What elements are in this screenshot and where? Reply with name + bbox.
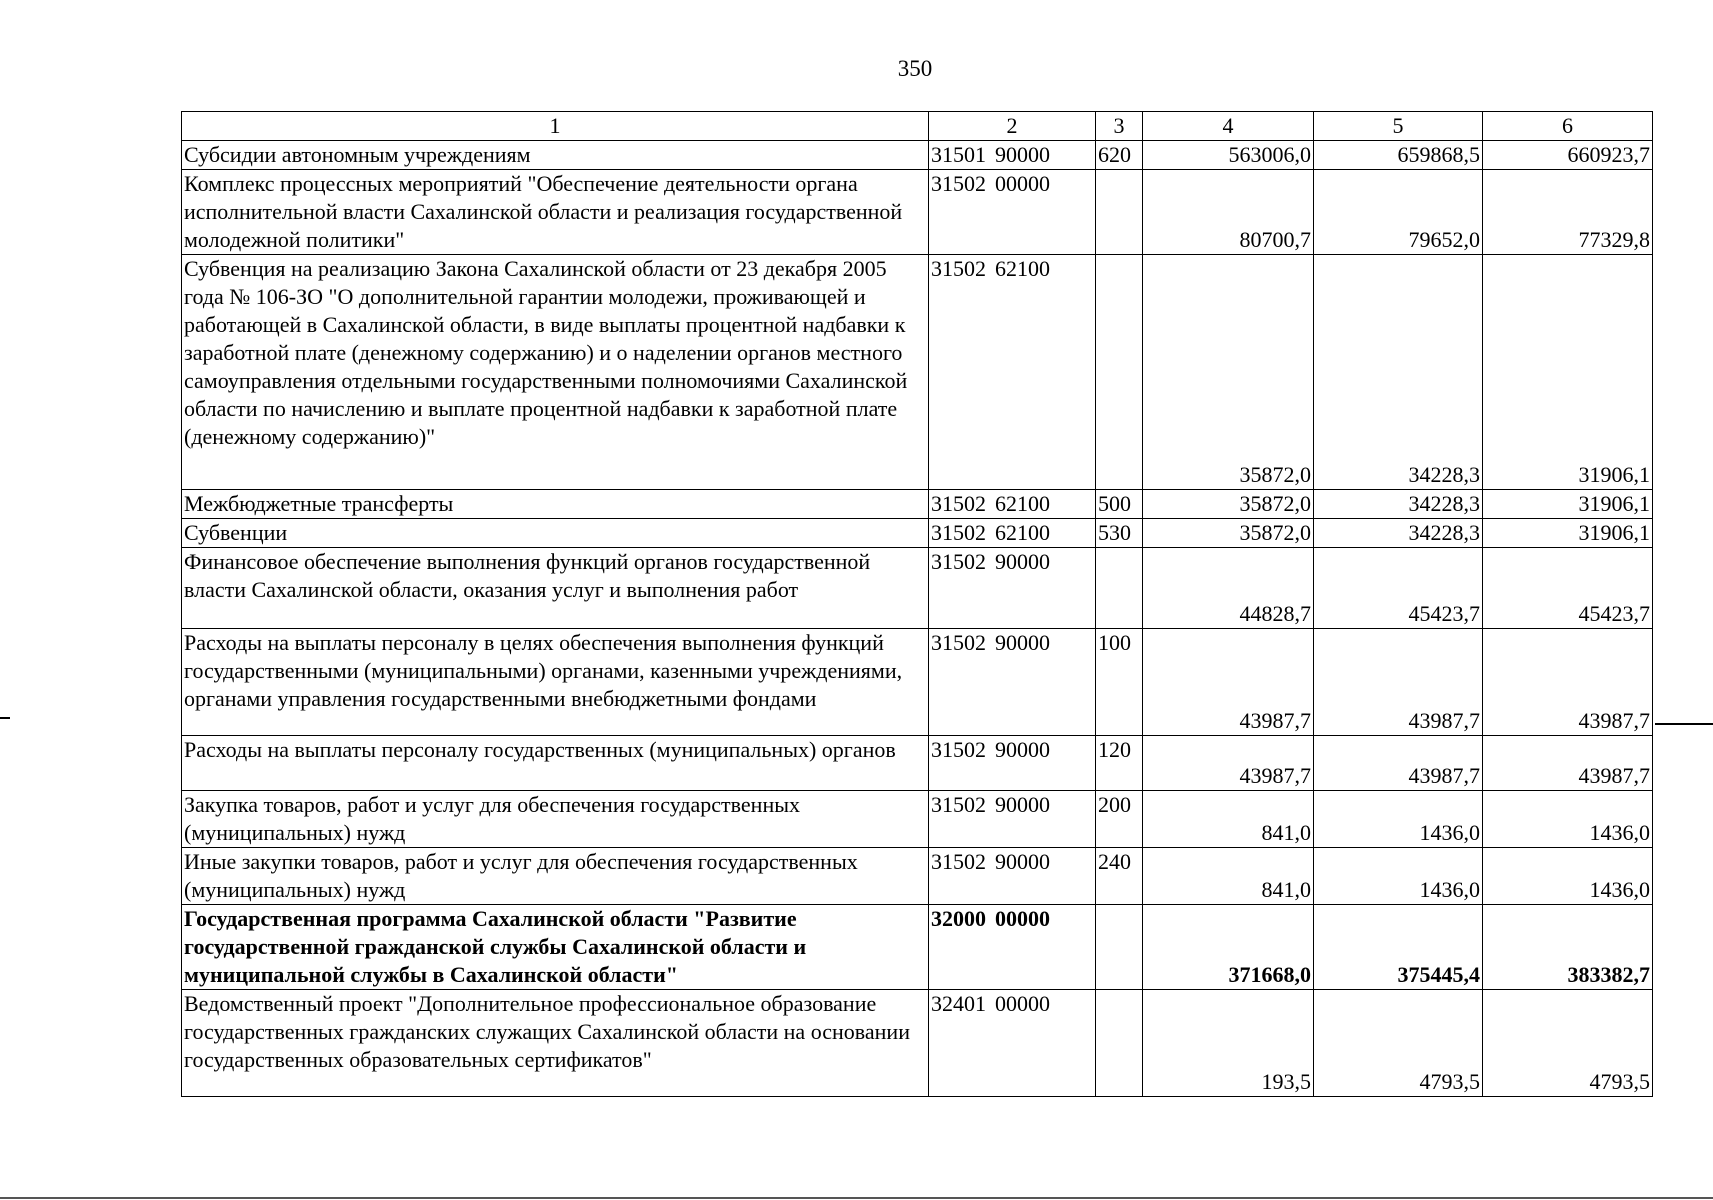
program-code: 31502 [931,737,986,762]
value-col4-cell: 371668,0 [1143,905,1314,990]
row-code-cell [929,141,1096,170]
table-row [182,255,1653,490]
value-col4-cell: 563006,0 [1143,141,1314,170]
value-col5-cell: 1436,0 [1314,848,1483,905]
direction-code: 90000 [995,849,1050,874]
table-header-row [182,112,1653,141]
value-col6-cell: 660923,7 [1483,141,1653,170]
header-cell: 2 [929,112,1096,141]
header-cell: 4 [1143,112,1314,141]
row-code-cell [929,736,1096,791]
program-code: 31502 [931,549,986,574]
scan-bottom-rule [0,1197,1713,1199]
expense-type-cell [1096,905,1143,990]
value-col4-cell: 35872,0 [1143,490,1314,519]
row-name-cell: Финансовое обеспечение выполнения функций органов государственной власти Сахалинской области, оказания услуг и выполнения работ [182,548,929,629]
value-col6-cell: 43987,7 [1483,736,1653,791]
program-code: 31502 [931,520,986,545]
table-row [182,736,1653,791]
value-col5-cell: 43987,7 [1314,736,1483,791]
row-code-cell [929,548,1096,629]
value-col4-cell: 35872,0 [1143,255,1314,490]
value-col6-cell: 383382,7 [1483,905,1653,990]
direction-code: 62100 [995,520,1050,545]
table-row [182,519,1653,548]
row-name-cell: Государственная программа Сахалинской области "Развитие государственной гражданской службы Сахалинской области и муниципальной службы в Сахалинской области" [182,905,929,990]
value-col6-cell: 43987,7 [1483,629,1653,736]
value-col5-cell: 4793,5 [1314,990,1483,1097]
value-col5-cell: 79652,0 [1314,170,1483,255]
value-col5-cell: 34228,3 [1314,519,1483,548]
value-col6-cell: 45423,7 [1483,548,1653,629]
expense-type-cell: 200 [1096,791,1143,848]
value-col5-cell: 34228,3 [1314,255,1483,490]
table-row [182,791,1653,848]
program-code: 31502 [931,256,986,281]
value-col5-cell: 34228,3 [1314,490,1483,519]
expense-type-cell: 100 [1096,629,1143,736]
expense-type-cell: 120 [1096,736,1143,791]
value-col6-cell: 1436,0 [1483,791,1653,848]
value-col4-cell: 43987,7 [1143,736,1314,791]
row-code-cell [929,170,1096,255]
program-code: 31502 [931,491,986,516]
table-row [182,170,1653,255]
value-col4-cell: 43987,7 [1143,629,1314,736]
table-row [182,990,1653,1097]
table-row [182,548,1653,629]
row-name-cell: Расходы на выплаты персоналу государственных (муниципальных) органов [182,736,929,791]
row-name-cell: Субвенции [182,519,929,548]
row-name-cell: Межбюджетные трансферты [182,490,929,519]
header-cell: 3 [1096,112,1143,141]
direction-code: 62100 [995,491,1050,516]
table-row [182,141,1653,170]
program-code: 31502 [931,171,986,196]
row-code-cell [929,791,1096,848]
row-name-cell: Комплекс процессных мероприятий "Обеспечение деятельности органа исполнительной власти Сахалинской области и реализация государственной молодежной политики" [182,170,929,255]
value-col4-cell: 44828,7 [1143,548,1314,629]
value-col6-cell: 31906,1 [1483,519,1653,548]
value-col5-cell: 45423,7 [1314,548,1483,629]
expense-type-cell [1096,990,1143,1097]
budget-table [181,111,1653,1097]
program-code: 31501 [931,142,986,167]
program-code: 31502 [931,849,986,874]
budget-table-body [182,112,1653,1097]
row-name-cell: Ведомственный проект "Дополнительное профессиональное образование государственных гражданских служащих Сахалинской области на основании государственных образовательных сертификатов" [182,990,929,1097]
table-row [182,490,1653,519]
page-number: 350 [897,56,933,81]
direction-code: 90000 [995,549,1050,574]
value-col4-cell: 80700,7 [1143,170,1314,255]
row-code-cell [929,905,1096,990]
direction-code: 90000 [995,630,1050,655]
row-code-cell [929,490,1096,519]
direction-code: 00000 [995,171,1050,196]
value-col5-cell: 43987,7 [1314,629,1483,736]
direction-code: 90000 [995,792,1050,817]
program-code: 31502 [931,630,986,655]
direction-code: 62100 [995,256,1050,281]
row-name-cell: Закупка товаров, работ и услуг для обеспечения государственных (муниципальных) нужд [182,791,929,848]
row-name-cell: Субвенция на реализацию Закона Сахалинской области от 23 декабря 2005 года № 106-ЗО "О дополнительной гарантии молодежи, проживающей и работающей в Сахалинской области, в виде выплаты процентной надбавки к заработной плате (денежному содержанию) и о наделении органов местного самоуправления отдельными государственными полномочиями Сахалинской области по начислению и выплате процентной надбавки к заработной плате (денежному содержанию)" [182,255,929,490]
scan-mark-right [1655,723,1713,725]
value-col5-cell: 375445,4 [1314,905,1483,990]
direction-code: 00000 [995,991,1050,1016]
row-code-cell [929,519,1096,548]
value-col4-cell: 841,0 [1143,791,1314,848]
direction-code: 00000 [995,906,1050,931]
direction-code: 90000 [995,142,1050,167]
table-row [182,905,1653,990]
expense-type-cell [1096,255,1143,490]
value-col5-cell: 659868,5 [1314,141,1483,170]
value-col4-cell: 35872,0 [1143,519,1314,548]
table-row [182,848,1653,905]
value-col6-cell: 4793,5 [1483,990,1653,1097]
expense-type-cell: 240 [1096,848,1143,905]
value-col5-cell: 1436,0 [1314,791,1483,848]
row-code-cell [929,255,1096,490]
row-code-cell [929,629,1096,736]
row-code-cell [929,848,1096,905]
row-name-cell: Субсидии автономным учреждениям [182,141,929,170]
header-cell: 6 [1483,112,1653,141]
value-col6-cell: 31906,1 [1483,490,1653,519]
value-col6-cell: 1436,0 [1483,848,1653,905]
expense-type-cell: 500 [1096,490,1143,519]
direction-code: 90000 [995,737,1050,762]
value-col4-cell: 841,0 [1143,848,1314,905]
scan-mark-left [0,717,10,719]
header-cell: 1 [182,112,929,141]
table-row [182,629,1653,736]
value-col6-cell: 31906,1 [1483,255,1653,490]
program-code: 32401 [931,991,986,1016]
header-cell: 5 [1314,112,1483,141]
expense-type-cell [1096,548,1143,629]
expense-type-cell: 530 [1096,519,1143,548]
expense-type-cell: 620 [1096,141,1143,170]
row-name-cell: Иные закупки товаров, работ и услуг для обеспечения государственных (муниципальных) нужд [182,848,929,905]
program-code: 31502 [931,792,986,817]
row-code-cell [929,990,1096,1097]
row-name-cell: Расходы на выплаты персоналу в целях обеспечения выполнения функций государственными (муниципальными) органами, казенными учреждениями, органами управления государственными внебюджетными фондами [182,629,929,736]
expense-type-cell [1096,170,1143,255]
value-col6-cell: 77329,8 [1483,170,1653,255]
value-col4-cell: 193,5 [1143,990,1314,1097]
program-code: 32000 [931,906,986,931]
